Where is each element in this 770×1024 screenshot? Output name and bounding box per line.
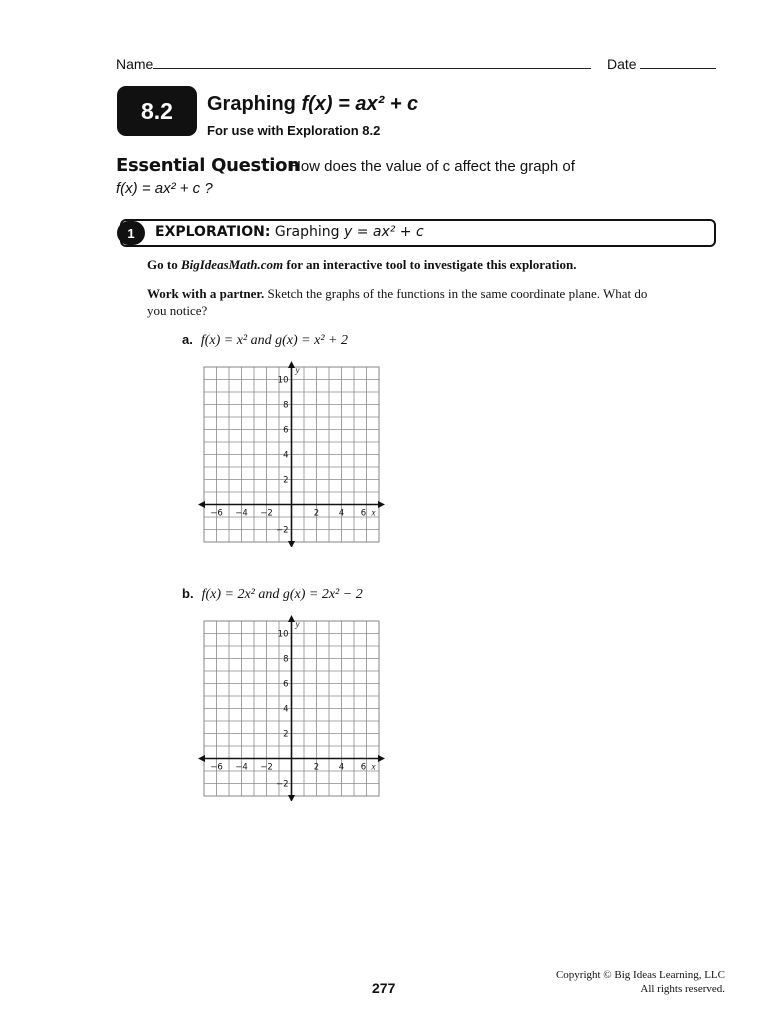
lesson-subtitle: For use with Exploration 8.2 <box>207 123 381 138</box>
exploration-label: EXPLORATION: <box>155 224 271 240</box>
name-field[interactable] <box>116 55 591 72</box>
exploration-title-text: Graphing <box>274 224 340 240</box>
grid-b-y-tick-label: 8 <box>283 654 289 665</box>
essential-question-label: Essential Question <box>116 155 300 176</box>
grid-a-x-tick-label: −6 <box>210 508 223 519</box>
grid-b-y-axis-label: y <box>295 619 300 629</box>
exploration-title <box>155 224 424 240</box>
name-blank-line[interactable] <box>153 55 591 69</box>
grid-a-y-tick-label: 8 <box>283 400 289 411</box>
grid-b-y-tick-label: −2 <box>275 779 289 790</box>
grid-b-x-tick-label: 6 <box>360 762 367 773</box>
grid-b-y-axis-arrow-up <box>288 615 295 622</box>
part-a-text: f(x) = x² and g(x) = x² + 2 <box>200 333 348 348</box>
part-b-label: b. <box>182 586 194 601</box>
grid-a-x-tick-label: 6 <box>360 508 367 519</box>
exploration-title-math: y = ax² + c <box>343 224 424 240</box>
name-label: Name <box>116 56 154 72</box>
copyright <box>530 968 725 996</box>
lesson-title-prefix: Graphing <box>207 93 302 115</box>
grid-a-y-tick-label: 10 <box>277 375 289 386</box>
part-b <box>182 586 363 603</box>
work-text: Sketch the graphs of the functions in the same coordinate plane. What do you notice? <box>147 286 648 318</box>
grid-b-y-axis-arrow-down <box>288 795 295 801</box>
part-b-text: f(x) = 2x² and g(x) = 2x² − 2 <box>201 587 363 602</box>
coordinate-grid-b[interactable] <box>196 615 388 801</box>
grid-b-x-tick-label: −6 <box>210 762 223 773</box>
coordinate-grid-a[interactable] <box>196 361 388 547</box>
copyright-line2: All rights reserved. <box>640 983 725 995</box>
goto-site-link[interactable]: BigIdeasMath.com <box>180 257 284 272</box>
grid-b-y-tick-label: 2 <box>283 729 289 740</box>
part-a <box>182 332 348 349</box>
lesson-title-math: f(x) = ax² + c <box>301 93 419 115</box>
grid-b-x-axis-arrow-left <box>198 755 205 762</box>
grid-a-x-axis-arrow-right <box>378 501 385 508</box>
grid-a-y-tick-label: −2 <box>275 525 289 536</box>
grid-a-y-tick-label: 4 <box>283 450 289 461</box>
grid-b-y-tick-label: 6 <box>283 679 289 690</box>
grid-b-x-axis-label: x <box>371 761 376 772</box>
grid-a-y-axis-arrow-down <box>288 541 295 547</box>
grid-a-y-tick-label: 2 <box>283 475 289 486</box>
copyright-line1: Copyright © Big Ideas Learning, LLC <box>555 969 725 981</box>
grid-a-y-axis-label: y <box>295 365 300 375</box>
grid-b-y-tick-label: 4 <box>283 704 289 715</box>
goto-suffix: for an interactive tool to investigate this exploration. <box>286 257 577 272</box>
grid-a-y-axis-arrow-up <box>288 361 295 368</box>
goto-instruction <box>147 257 576 273</box>
work-bold: Work with a partner. <box>147 286 265 301</box>
grid-b-y-tick-label: 10 <box>277 629 289 640</box>
grid-a-x-axis-label: x <box>371 507 376 518</box>
date-label: Date <box>607 56 637 72</box>
date-field[interactable] <box>607 55 716 72</box>
goto-prefix: Go to <box>147 257 178 272</box>
grid-b-x-tick-label: 2 <box>313 762 320 773</box>
page-number: 277 <box>372 980 396 996</box>
lesson-title <box>207 93 418 116</box>
lesson-number-badge: 8.2 <box>117 86 197 136</box>
grid-b-x-tick-label: −4 <box>235 762 248 773</box>
grid-a-x-axis-arrow-left <box>198 501 205 508</box>
grid-b-x-tick-label: 4 <box>338 762 345 773</box>
grid-a-x-tick-label: −4 <box>235 508 248 519</box>
exploration-number: 1 <box>117 221 145 245</box>
grid-a-x-tick-label: −2 <box>260 508 273 519</box>
essential-question-math: f(x) = ax² + c ? <box>116 180 213 197</box>
grid-a-x-tick-label: 2 <box>313 508 320 519</box>
date-blank-line[interactable] <box>640 55 716 69</box>
grid-b-x-axis-arrow-right <box>378 755 385 762</box>
grid-a-y-tick-label: 6 <box>283 425 289 436</box>
essential-question-text: How does the value of c affect the graph of <box>290 158 575 175</box>
grid-b-x-tick-label: −2 <box>260 762 273 773</box>
grid-a-x-tick-label: 4 <box>338 508 345 519</box>
part-a-label: a. <box>182 332 193 347</box>
work-instruction <box>147 285 667 319</box>
